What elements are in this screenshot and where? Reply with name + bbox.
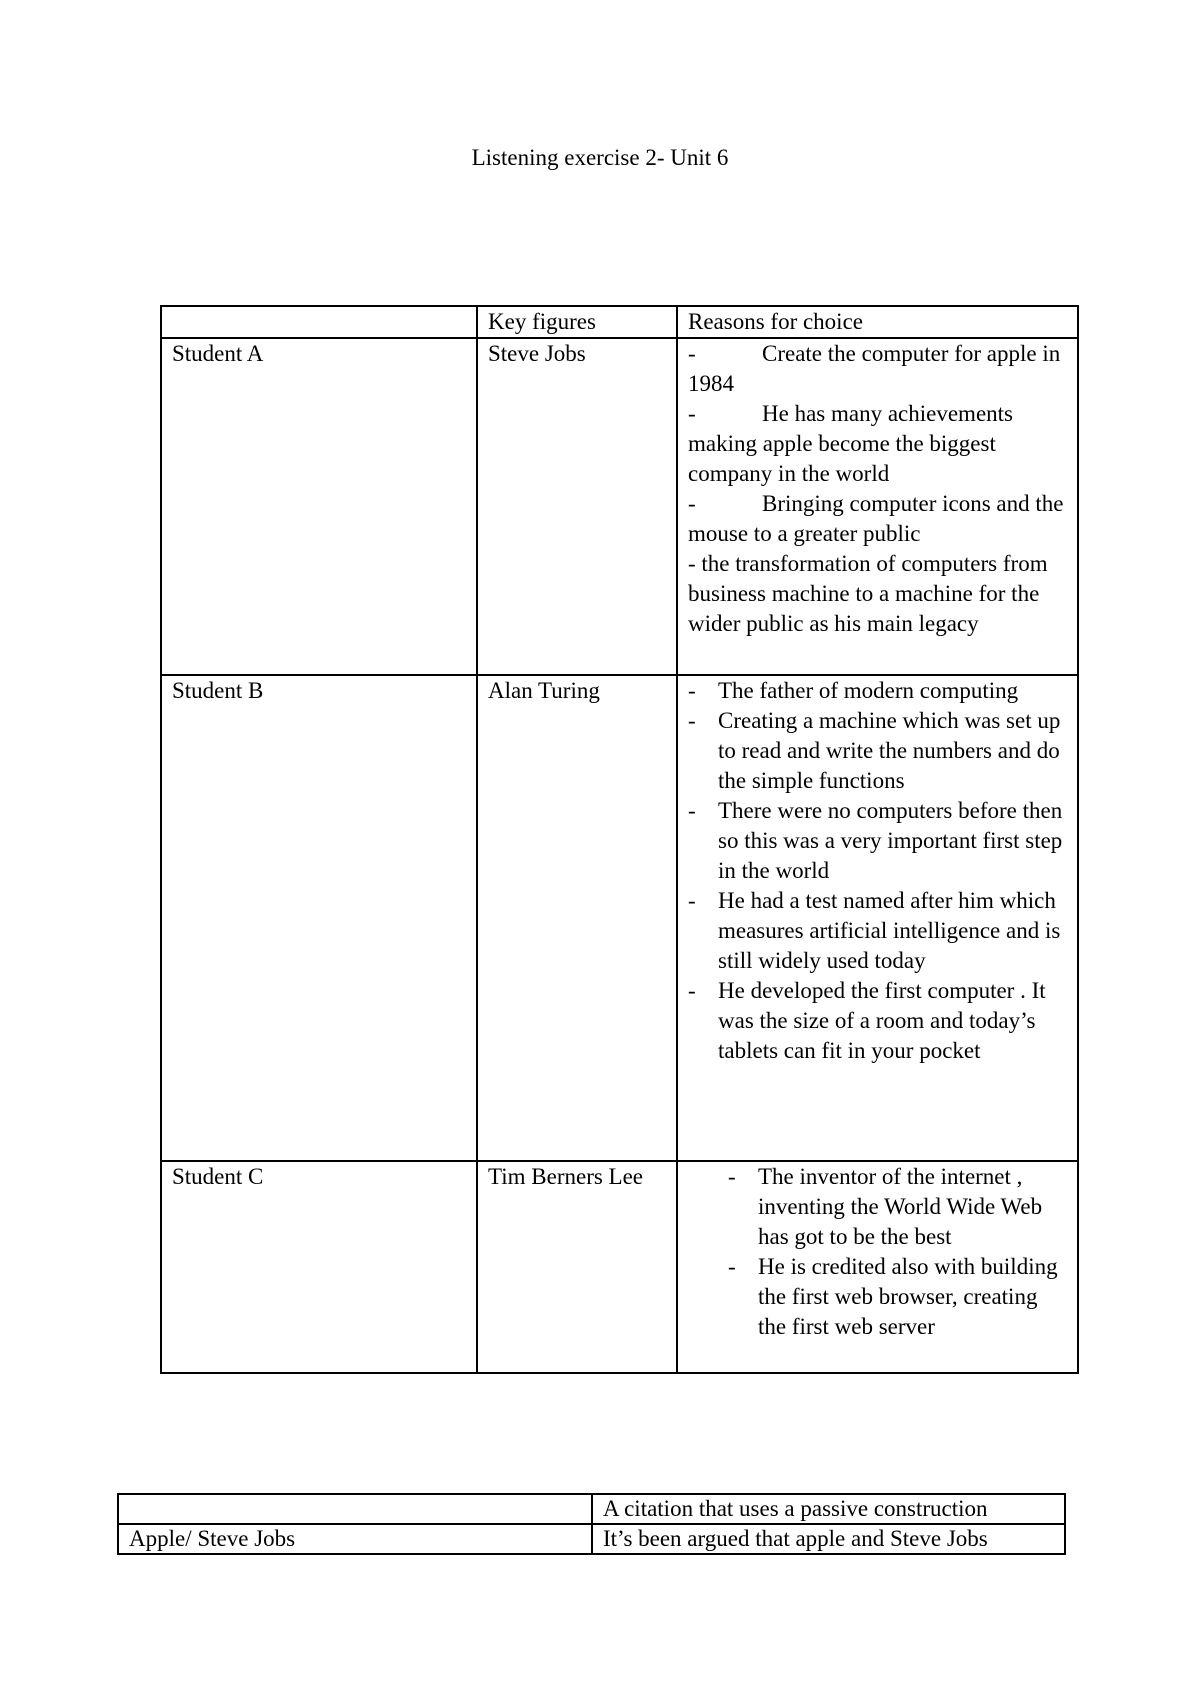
table-header-row bbox=[161, 306, 1078, 338]
reasons-cell bbox=[677, 675, 1078, 1161]
figure-cell: Alan Turing bbox=[477, 675, 677, 1161]
figure-cell: Tim Berners Lee bbox=[477, 1161, 677, 1373]
reason-item: - There were no computers before then so this was a very important first step in the world bbox=[688, 796, 1071, 886]
header-cell-key-figures: Key figures bbox=[477, 306, 677, 338]
reason-item: - Creating a machine which was set up to read and write the numbers and do the simple functions bbox=[688, 706, 1071, 796]
reason-item: - the transformation of computers from business machine to a machine for the wider public as his main legacy bbox=[688, 551, 1048, 636]
header-cell-empty bbox=[161, 306, 477, 338]
student-cell: Student B bbox=[161, 675, 477, 1161]
reason-item: - He developed the first computer . It was the size of a room and today’s tablets can fit in your pocket bbox=[688, 976, 1071, 1066]
student-cell: Student C bbox=[161, 1161, 477, 1373]
student-cell: Student A bbox=[161, 338, 477, 675]
header-cell-citation: A citation that uses a passive construction bbox=[592, 1494, 1065, 1524]
table-row bbox=[161, 1161, 1078, 1373]
reason-item: - Bringing computer icons and the mouse to a greater public bbox=[688, 491, 1064, 546]
reason-item: - He is credited also with building the first web browser, creating the first web server bbox=[728, 1252, 1071, 1342]
reason-item: - He has many achievements making apple become the biggest company in the world bbox=[688, 401, 1013, 486]
page-title: Listening exercise 2- Unit 6 bbox=[471, 145, 729, 170]
topic-cell: Apple/ Steve Jobs bbox=[118, 1524, 592, 1554]
figure-cell: Steve Jobs bbox=[477, 338, 677, 675]
citation-table bbox=[117, 1493, 1066, 1555]
header-cell-reasons: Reasons for choice bbox=[677, 306, 1078, 338]
reasons-cell bbox=[677, 338, 1078, 675]
reason-item: - The inventor of the internet , inventing the World Wide Web has got to be the best bbox=[728, 1162, 1071, 1252]
table-header-row bbox=[118, 1494, 1065, 1524]
table-row bbox=[161, 675, 1078, 1161]
table-row bbox=[118, 1524, 1065, 1554]
table-row bbox=[161, 338, 1078, 675]
reason-item: - The father of modern computing bbox=[688, 676, 1071, 706]
reasons-cell bbox=[677, 1161, 1078, 1373]
reason-item: - He had a test named after him which measures artificial intelligence and is still widely used today bbox=[688, 886, 1071, 976]
key-figures-table bbox=[160, 305, 1079, 1374]
reason-item: - Create the computer for apple in 1984 bbox=[688, 341, 1061, 396]
citation-cell: It’s been argued that apple and Steve Jobs bbox=[592, 1524, 1065, 1554]
header-cell-empty bbox=[118, 1494, 592, 1524]
